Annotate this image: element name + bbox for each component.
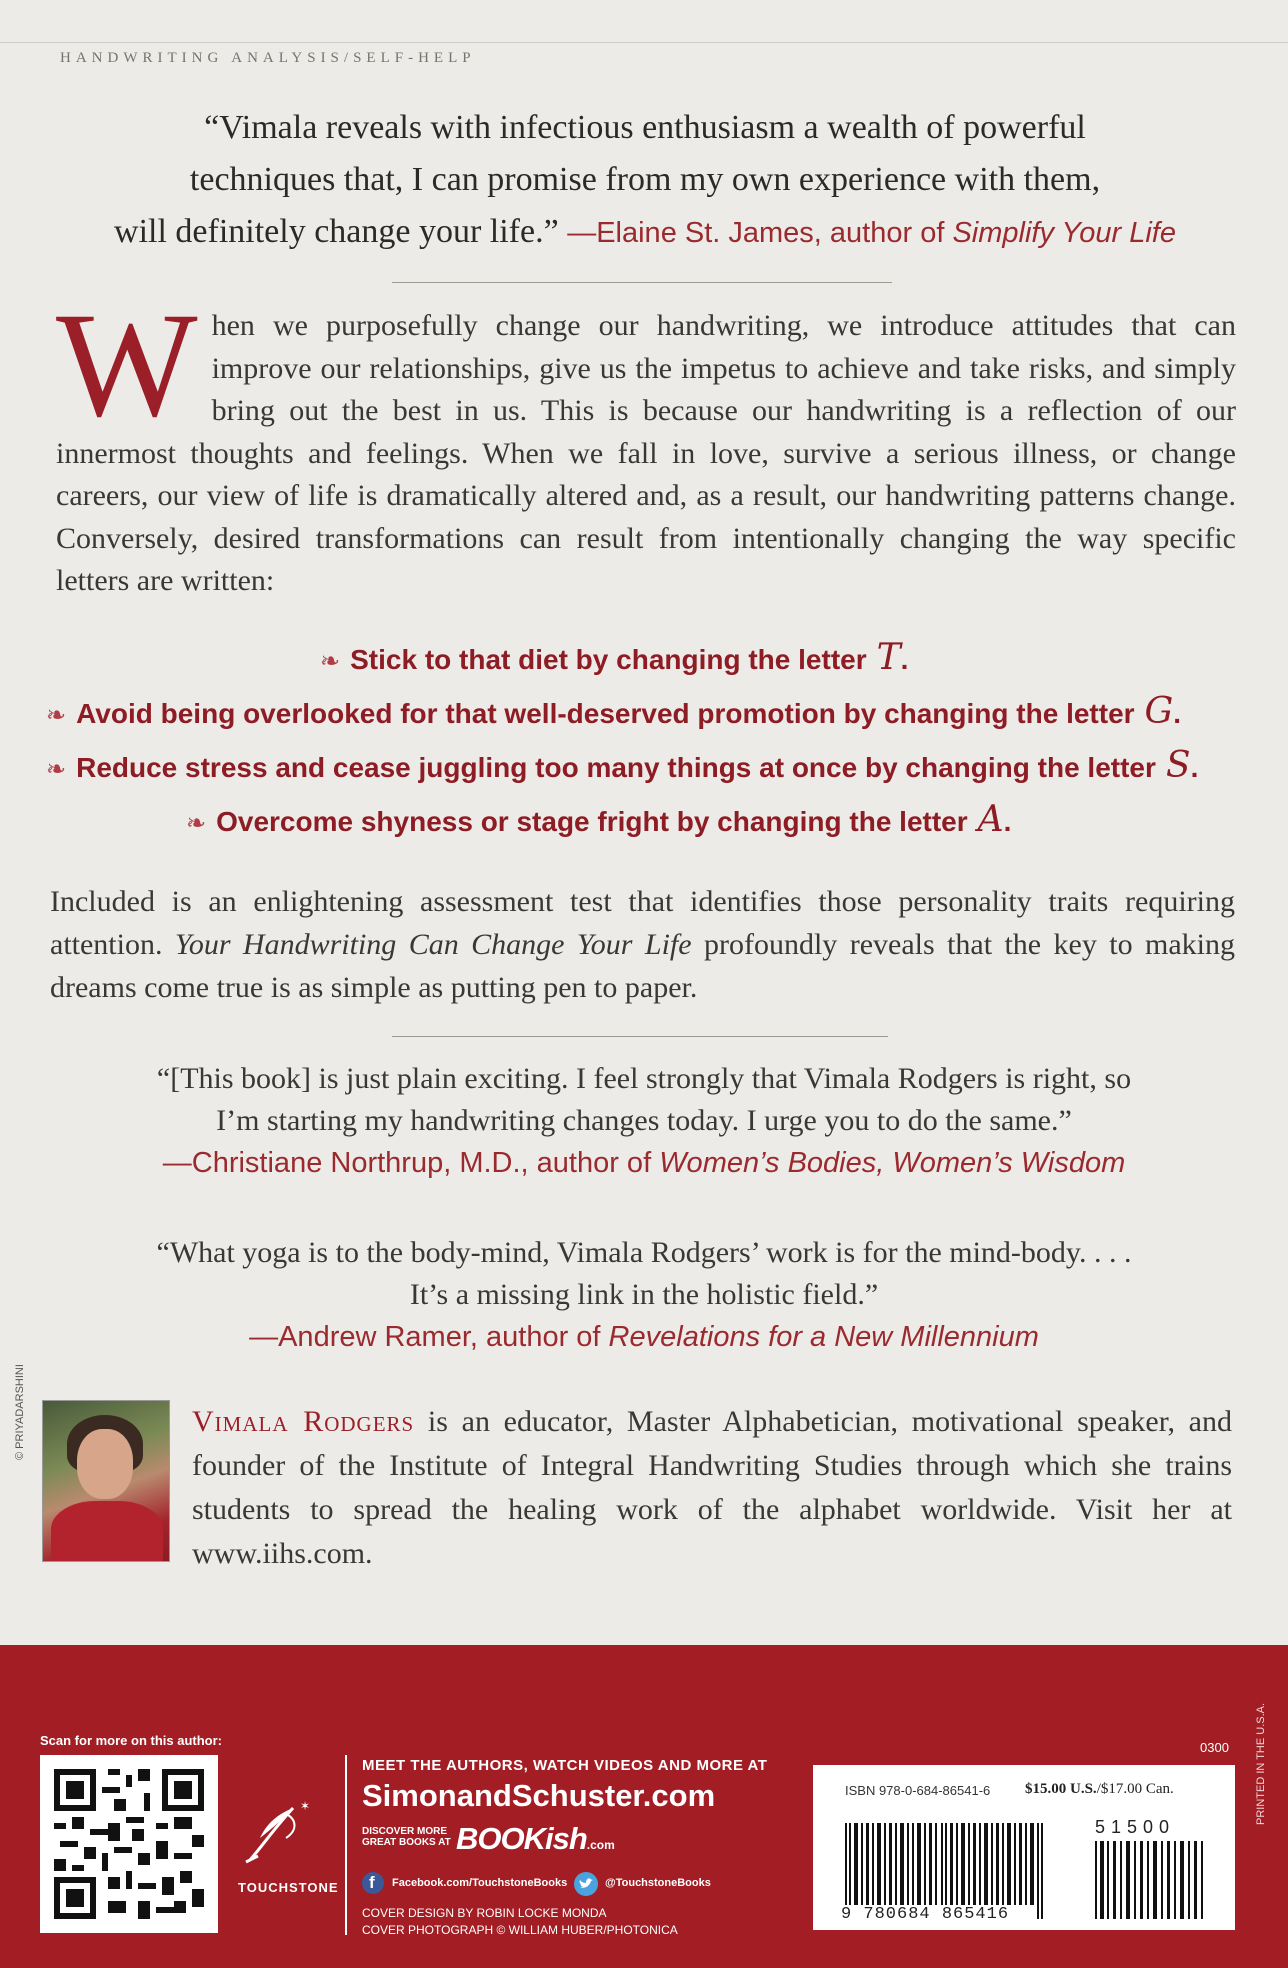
top-rule — [0, 42, 1288, 43]
bullet-end: . — [1003, 806, 1012, 837]
bullet-text: Stick to that diet by changing the letter — [350, 644, 867, 675]
top-quote-attribution — [567, 217, 1176, 249]
meet-authors-line: MEET THE AUTHORS, WATCH VIDEOS AND MORE AT — [362, 1757, 768, 1774]
quote-northrup — [44, 1058, 1244, 1184]
bullet-text: Overcome shyness or stage fright by changing the letter — [216, 806, 968, 837]
ornament-icon: ❧ — [46, 756, 67, 783]
svg-text:✶: ✶ — [300, 1799, 311, 1813]
cover-design-credit: COVER DESIGN BY ROBIN LOCKE MONDA — [362, 1906, 607, 1920]
para2-before: Included is an enlightening assessment test that identifies those personality traits requiring attention. — [50, 885, 1235, 961]
book-title-italic: Your Handwriting Can Change Your Life — [174, 928, 692, 961]
quote-ramer — [44, 1232, 1244, 1358]
twitter-icon[interactable] — [574, 1872, 598, 1896]
body-paragraph — [56, 282, 1236, 603]
printed-in-usa: PRINTED IN THE U.S.A. — [1255, 1702, 1267, 1825]
divider-2 — [392, 1036, 888, 1037]
handwritten-letter: S — [1165, 745, 1191, 786]
bullet-item — [320, 637, 908, 678]
bullet-item — [186, 799, 1011, 840]
bullet-end: . — [900, 644, 909, 675]
quote3-line-2: It’s a missing link in the holistic field.” — [409, 1278, 879, 1311]
bullet-text: Reduce stress and cease juggling too many things at once by changing the letter — [76, 752, 1156, 783]
publisher-name: TOUCHSTONE — [238, 1880, 339, 1895]
quote2-attribution — [44, 1142, 1244, 1184]
quote3-line-1: “What yoga is to the body-mind, Vimala Rodgers’ work is for the mind-body. . . . — [156, 1236, 1132, 1269]
author-bio — [192, 1400, 1232, 1576]
divider-1 — [392, 282, 892, 283]
discover-line-2: GREAT BOOKS AT — [362, 1837, 451, 1848]
body-text: hen we purposefully change our handwriting, we introduce attitudes that can improve our relationships, give us the impetus to achieve and take risks, and simply bring out the best in us. This is because our handwriting is a reflection of our innermost thoughts and feelings. When we fall in love, survive a serious illness, or change careers, our view of life is dramatically altered and, as a result, our handwriting patterns change. Conversely, desired transformations can result from intentionally changing the way specific letters are written: — [56, 309, 1236, 597]
ornament-icon: ❧ — [46, 702, 67, 729]
top-quote-line-1: “Vimala reveals with infectious enthusiasm a wealth of powerful — [204, 109, 1086, 146]
handwritten-letter: G — [1144, 691, 1174, 732]
handwritten-letter: T — [876, 637, 901, 678]
bullet-text: Avoid being overlooked for that well-deserved promotion by changing the letter — [76, 698, 1135, 729]
addon-number: 51500 — [1095, 1817, 1176, 1837]
quote3-attribution — [44, 1316, 1244, 1358]
description-paragraph — [50, 880, 1235, 1009]
handwritten-letter: A — [977, 799, 1004, 840]
bio-text: is an educator, Master Alphabetician, motivational speaker, and founder of the Institute of Integral Handwriting Studies through which she trains students to spread the healing work of the alphabet worldwide. Visit her at www.iihs.com. — [192, 1405, 1232, 1570]
top-quote-text: will definitely change your life.” — [114, 213, 559, 250]
category-label: HANDWRITING ANALYSIS/SELF-HELP — [60, 50, 476, 66]
barcode-panel — [813, 1765, 1235, 1930]
code-0300: 0300 — [1200, 1740, 1229, 1755]
attribution-prefix: —Elaine St. James, author of — [567, 217, 945, 249]
addon-barcode-icon — [1093, 1841, 1213, 1919]
price-can: /$17.00 Can. — [1096, 1781, 1174, 1797]
ornament-icon: ❧ — [320, 648, 341, 675]
bookish-suffix: .com — [586, 1838, 615, 1852]
bullet-end: . — [1173, 698, 1182, 729]
bullet-item — [46, 691, 1181, 732]
discover-more-text — [362, 1826, 451, 1848]
touchstone-logo — [238, 1790, 318, 1870]
footer-vertical-rule — [345, 1755, 347, 1935]
discover-line-1: DISCOVER MORE — [362, 1826, 448, 1837]
bookish-logo[interactable] — [456, 1821, 615, 1857]
qr-code-icon — [54, 1769, 204, 1919]
quote2-line-1: “[This book] is just plain exciting. I feel strongly that Vimala Rodgers is right, so — [156, 1062, 1132, 1095]
top-quote — [60, 102, 1230, 259]
isbn-text: ISBN 978-0-684-86541-6 — [845, 1783, 991, 1798]
price-text — [1025, 1781, 1174, 1798]
facebook-link[interactable]: Facebook.com/TouchstoneBooks — [392, 1877, 568, 1889]
author-photo — [42, 1400, 170, 1562]
top-quote-line-3 — [60, 206, 1230, 259]
facebook-icon[interactable]: f — [362, 1872, 384, 1894]
dropcap: W — [56, 282, 198, 448]
photo-credit: © PRIYADARSHINI — [14, 1364, 26, 1460]
author-name: Vimala Rodgers — [192, 1405, 415, 1438]
ornament-icon: ❧ — [186, 810, 207, 837]
attribution-prefix: —Christiane Northrup, M.D., author of — [162, 1147, 652, 1179]
twitter-link[interactable]: @TouchstoneBooks — [605, 1877, 711, 1889]
attribution-title: Revelations for a New Millennium — [608, 1321, 1039, 1353]
attribution-title: Women’s Bodies, Women’s Wisdom — [659, 1147, 1126, 1179]
qr-code[interactable] — [40, 1755, 218, 1933]
simonandschuster-link[interactable]: SimonandSchuster.com — [362, 1778, 716, 1813]
cover-photo-credit: COVER PHOTOGRAPH © WILLIAM HUBER/PHOTONICA — [362, 1923, 678, 1937]
para2-after: profoundly reveals that the key to making dreams come true is as simple as putting pen to paper. — [50, 928, 1236, 1004]
bullet-item — [46, 745, 1198, 786]
scan-label: Scan for more on this author: — [40, 1733, 223, 1748]
barcode-number: 9 780684 865416 — [841, 1905, 1010, 1924]
bullet-end: . — [1190, 752, 1199, 783]
attribution-prefix: —Andrew Ramer, author of — [249, 1321, 601, 1353]
price-us: $15.00 U.S. — [1025, 1781, 1097, 1797]
bookish-text: BOOKish — [456, 1821, 587, 1856]
quote2-line-2: I’m starting my handwriting changes today. I urge you to do the same.” — [216, 1104, 1072, 1137]
top-quote-line-2: techniques that, I can promise from my own experience with them, — [189, 161, 1101, 198]
touchstone-quill-icon — [238, 1790, 318, 1870]
attribution-title: Simplify Your Life — [952, 217, 1176, 249]
